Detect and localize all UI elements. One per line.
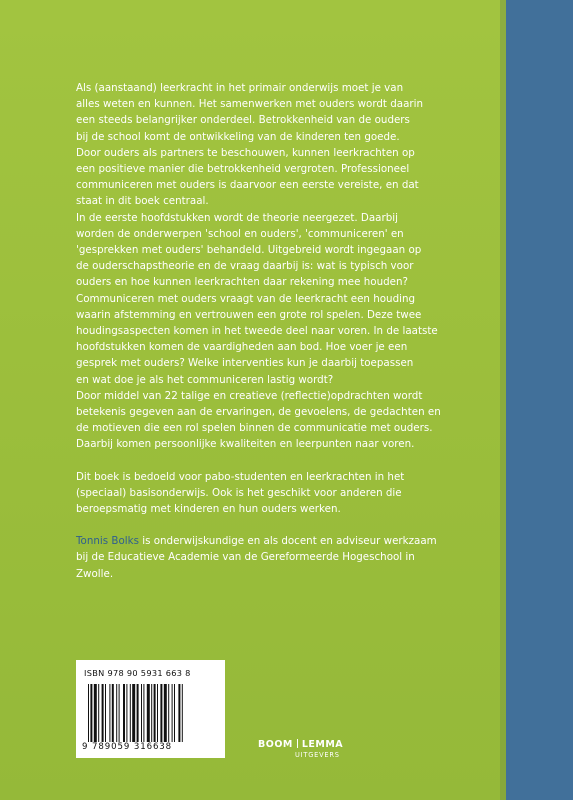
barcode-bar bbox=[157, 684, 158, 742]
text-line: Door middel van 22 talige en creatieve (reflectie)opdrachten wordt bbox=[76, 389, 423, 402]
audience-paragraph bbox=[76, 469, 496, 518]
text-line: de ouderschapstheorie en de vraag daarbij is: wat is typisch voor bbox=[76, 260, 414, 273]
barcode-bar bbox=[154, 684, 156, 742]
barcode-bar bbox=[164, 684, 167, 742]
publisher-name-left: BOOM bbox=[258, 739, 293, 750]
barcode-icon bbox=[88, 684, 213, 742]
barcode-bar bbox=[123, 684, 125, 742]
text-line: betekenis gegeven aan de ervaringen, de gevoelens, de gedachten en bbox=[76, 406, 441, 419]
back-cover-text bbox=[76, 80, 496, 582]
barcode-bar bbox=[182, 684, 183, 742]
barcode-bar bbox=[88, 684, 89, 742]
text-line: In de eerste hoofdstukken wordt de theorie neergezet. Daarbij bbox=[76, 211, 398, 224]
barcode-bar bbox=[132, 684, 135, 742]
text-line: gesprek met ouders? Welke interventies kun je daarbij toepassen bbox=[76, 357, 414, 370]
publisher-name-right: LEMMA bbox=[301, 739, 344, 750]
publisher-logo bbox=[258, 739, 343, 759]
text-line: (speciaal) basisonderwijs. Ook is het geschikt voor anderen die bbox=[76, 486, 402, 499]
barcode-bar bbox=[98, 684, 99, 742]
barcode-bar bbox=[174, 684, 175, 742]
text-line: een positieve manier die betrokkenheid vergroten. Professioneel bbox=[76, 163, 410, 176]
text-line: beroepsmatig met kinderen en hun ouders werken. bbox=[76, 503, 341, 516]
barcode-bar bbox=[137, 684, 139, 742]
barcode-bar bbox=[112, 684, 114, 742]
author-name: Tonnis Bolks bbox=[76, 535, 139, 548]
text-line: houdingsaspecten komen in het tweede deel naar voren. In de laatste bbox=[76, 325, 438, 338]
author-bio-line: is onderwijskundige en als docent en adviseur werkzaam bbox=[138, 535, 437, 548]
author-bio-line: Zwolle. bbox=[76, 567, 114, 580]
author-paragraph bbox=[76, 533, 496, 582]
book-spine bbox=[506, 0, 573, 800]
barcode-bar bbox=[160, 684, 162, 742]
text-line: alles weten en kunnen. Het samenwerken met ouders wordt daarin bbox=[76, 98, 424, 111]
text-line: Als (aanstaand) leerkracht in het primair onderwijs moet je van bbox=[76, 82, 404, 94]
text-line: Daarbij komen persoonlijke kwaliteiten en leerpunten naar voren. bbox=[76, 438, 415, 451]
barcode-label bbox=[76, 660, 225, 758]
publisher-subtitle: UITGEVERS bbox=[295, 751, 340, 759]
blurb-paragraph bbox=[76, 80, 496, 453]
barcode-bar bbox=[126, 684, 127, 742]
barcode-bar bbox=[168, 684, 169, 742]
barcode-bar bbox=[102, 684, 104, 742]
barcode-bar bbox=[172, 684, 173, 742]
text-line: ouders en hoe kunnen leerkrachten daar rekening mee houden? bbox=[76, 276, 408, 289]
text-line: hoofdstukken komen de vaardigheden aan bod. Hoe voer je een bbox=[76, 341, 408, 354]
barcode-bar bbox=[90, 684, 92, 742]
text-line: communiceren met ouders is daarvoor een eerste vereiste, en dat bbox=[76, 179, 419, 192]
barcode-bar bbox=[109, 684, 110, 742]
text-line: en wat doe je als het communiceren lastig wordt? bbox=[76, 373, 334, 386]
barcode-bar bbox=[147, 684, 150, 742]
text-line: de motieven die een rol spelen binnen de communicatie met ouders. bbox=[76, 422, 433, 435]
text-line: waarin afstemming en vertrouwen een grote rol spelen. Deze twee bbox=[76, 308, 422, 321]
text-line: bij de school komt de ontwikkeling van de kinderen ten goede. bbox=[76, 130, 400, 143]
barcode-bar bbox=[141, 684, 142, 742]
author-bio-line: bij de Educatieve Academie van de Gereformeerde Hogeschool in bbox=[76, 551, 415, 564]
text-line: worden de onderwerpen 'school en ouders', 'communiceren' en bbox=[76, 227, 404, 240]
barcode-bar bbox=[94, 684, 97, 742]
barcode-bar bbox=[143, 684, 144, 742]
text-line: Communiceren met ouders vraagt van de leerkracht een houding bbox=[76, 292, 416, 305]
barcode-bar bbox=[151, 684, 152, 742]
text-line: een steeds belangrijker onderdeel. Betrokkenheid van de ouders bbox=[76, 114, 410, 127]
barcode-bar bbox=[178, 684, 180, 742]
text-line: staat in dit boek centraal. bbox=[76, 195, 209, 208]
barcode-number: 9 789059 316638 bbox=[82, 742, 173, 752]
barcode-bar bbox=[105, 684, 106, 742]
text-line: 'gesprekken met ouders' behandeld. Uitgebreid wordt ingegaan op bbox=[76, 244, 422, 257]
text-line: Dit boek is bedoeld voor pabo-studenten en leerkrachten in het bbox=[76, 470, 405, 483]
isbn-text: ISBN 978 90 5931 663 8 bbox=[84, 668, 191, 678]
text-line: Door ouders als partners te beschouwen, kunnen leerkrachten op bbox=[76, 146, 415, 159]
barcode-bar bbox=[116, 684, 117, 742]
barcode-bar bbox=[119, 684, 120, 742]
barcode-bar bbox=[130, 684, 131, 742]
